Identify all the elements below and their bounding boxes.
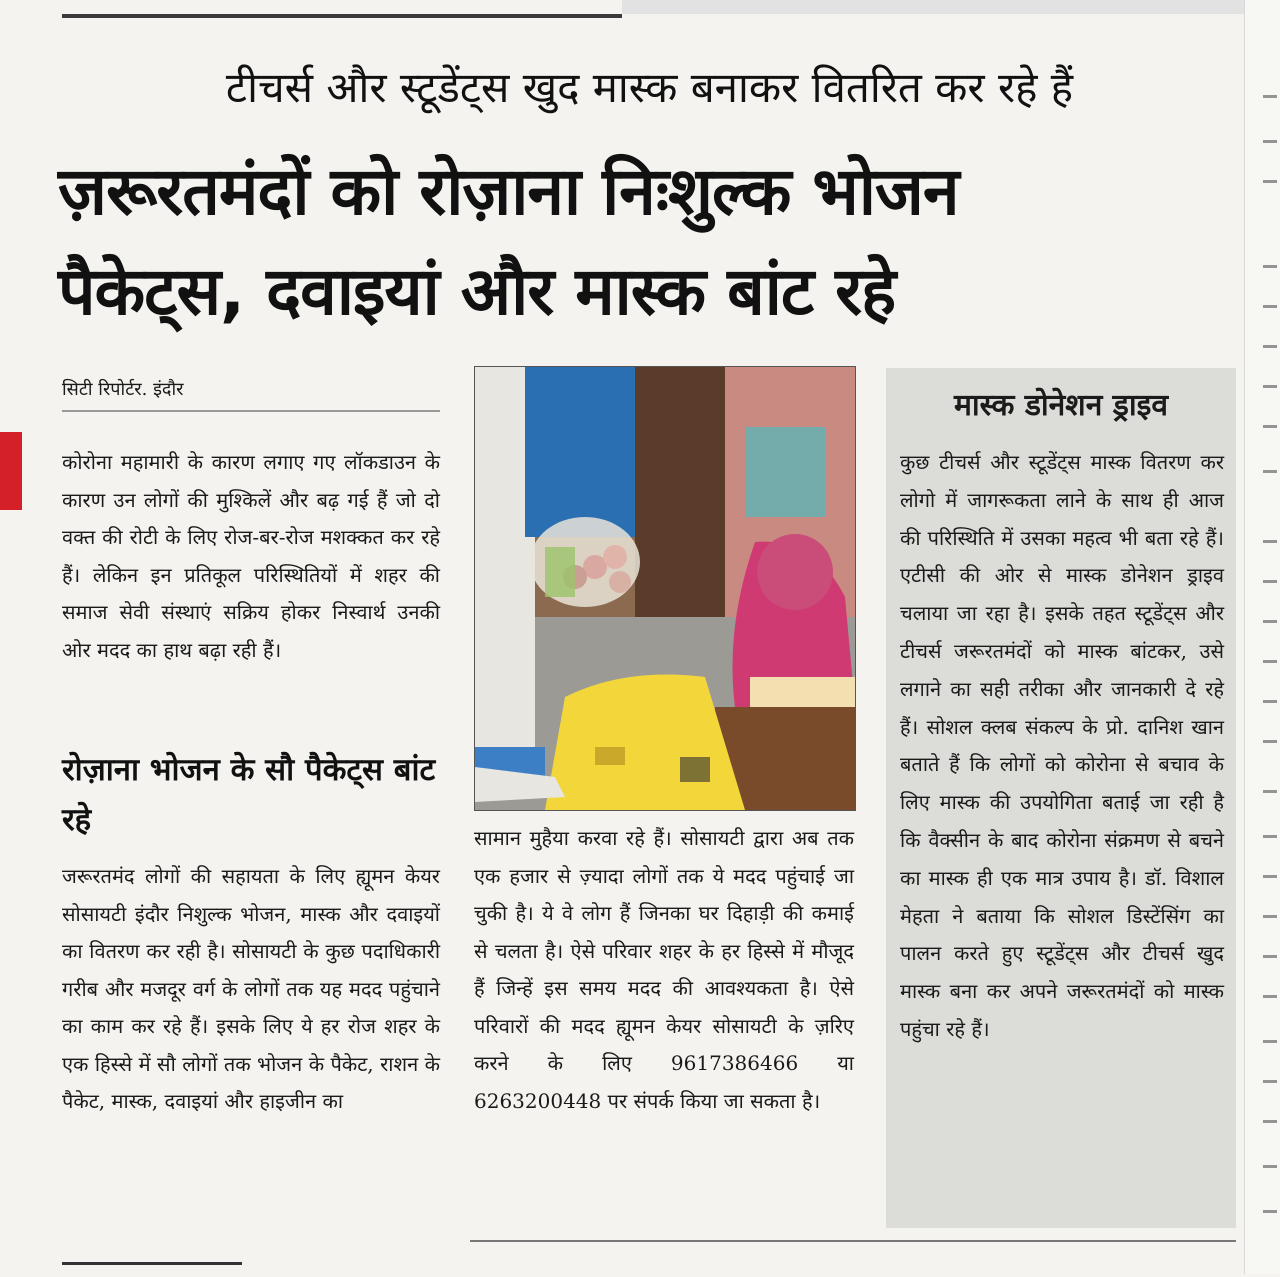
photo-illustration	[475, 367, 855, 810]
sidebar-title: मास्क डोनेशन ड्राइव	[953, 388, 1169, 423]
sidebar-box	[886, 368, 1236, 1228]
article-headline	[58, 142, 1248, 342]
adjacent-column-edge	[1244, 0, 1280, 1274]
bottom-rule	[470, 1240, 1236, 1242]
left-red-mark	[0, 432, 22, 510]
byline: सिटी रिपोर्टर. इंदौर	[62, 372, 440, 412]
subhead: रोज़ाना भोजन के सौ पैकेट्स बांट रहे	[62, 752, 436, 838]
body-column-2: सामान मुहैया करवा रहे हैं। सोसायटी द्वारा अब तक एक हजार से ज़्यादा लोगों तक ये मदद पहुंचाई जा चुकी है। ये वे लोग हैं जिनका घर दिहाड़ी की कमाई से चलता है। ऐसे परिवार शहर के हर हिस्से में मौजूद हैं जिन्हें इस समय मदद की आवश्यकता है। ऐसे परिवारों की मदद ह्यूमन केयर सोसायटी के ज़रिए करने के लिए 9617386466 या 6263200448 पर संपर्क किया जा सकता है।	[474, 826, 854, 1113]
intro-paragraph: कोरोना महामारी के कारण लगाए गए लॉकडाउन के कारण उन लोगों की मुश्किलें और बढ़ गई हैं जो दो वक्त की रोटी के लिए रोज-बर-रोज मशक्कत कर रहे हैं। लेकिन इन प्रतिकूल परिस्थितियों में शहर की समाज सेवी संस्थाएं सक्रिय होकर निस्वार्थ उनकी ओर मदद का हाथ बढ़ा रही हैं।	[62, 450, 440, 662]
article-kicker: टीचर्स और स्टूडेंट्स खुद मास्क बनाकर वितरित कर रहे हैं	[225, 63, 1074, 112]
article-photo	[474, 366, 856, 811]
body-column-1: जरूरतमंद लोगों की सहायता के लिए ह्यूमन केयर सोसायटी इंदौर निशुल्क भोजन, मास्क और दवाइयों का वितरण कर रही है। सोसायटी के कुछ पदाधिकारी गरीब और मजदूर वर्ग के लोगों तक यह मदद पहुंचाने का काम कर रहे हैं। इसके लिए ये हर रोज शहर के एक हिस्से में सौ लोगों तक भोजन के पैकेट, राशन के पैकेट, मास्क, दवाइयां और हाइजीन का	[62, 864, 440, 1113]
sidebar-body: कुछ टीचर्स और स्टूडेंट्स मास्क वितरण कर लोगो में जागरूकता लाने के साथ ही आज की परिस्थिति में उसका महत्व भी बता रहे हैं। एटीसी की ओर से मास्क डोनेशन ड्राइव चलाया जा रहा है। इसके तहत स्टूडेंट्स और टीचर्स जरूरतमंदों को मास्क बांटकर, उसे लगाने का सही तरीका और जानकारी दे रहे हैं। सोशल क्लब संकल्प के प्रो. दानिश खान बताते हैं कि लोगों को कोरोना से बचाव के लिए मास्क की उपयोगिता बताई जा रही है कि वैक्सीन के बाद कोरोना संक्रमण से बचने का मास्क ही एक मात्र उपाय है। डॉ. विशाल मेहता ने बताया कि सोशल डिस्टेंसिंग का पालन करते हुए स्टूडेंट्स और टीचर्स खुद मास्क बना कर अपने जरूरतमंदों को मास्क पहुंचा रहे हैं।	[900, 450, 1224, 1041]
top-rule	[62, 14, 622, 18]
headline-line-1: ज़रूरतमंदों को रोज़ाना निःशुल्क भोजन	[58, 153, 959, 230]
headline-line-2: पैकेट्स, दवाइयां और मास्क बांट रहे	[58, 253, 896, 330]
top-grey-band	[622, 0, 1280, 14]
next-article-edge	[62, 1262, 242, 1277]
